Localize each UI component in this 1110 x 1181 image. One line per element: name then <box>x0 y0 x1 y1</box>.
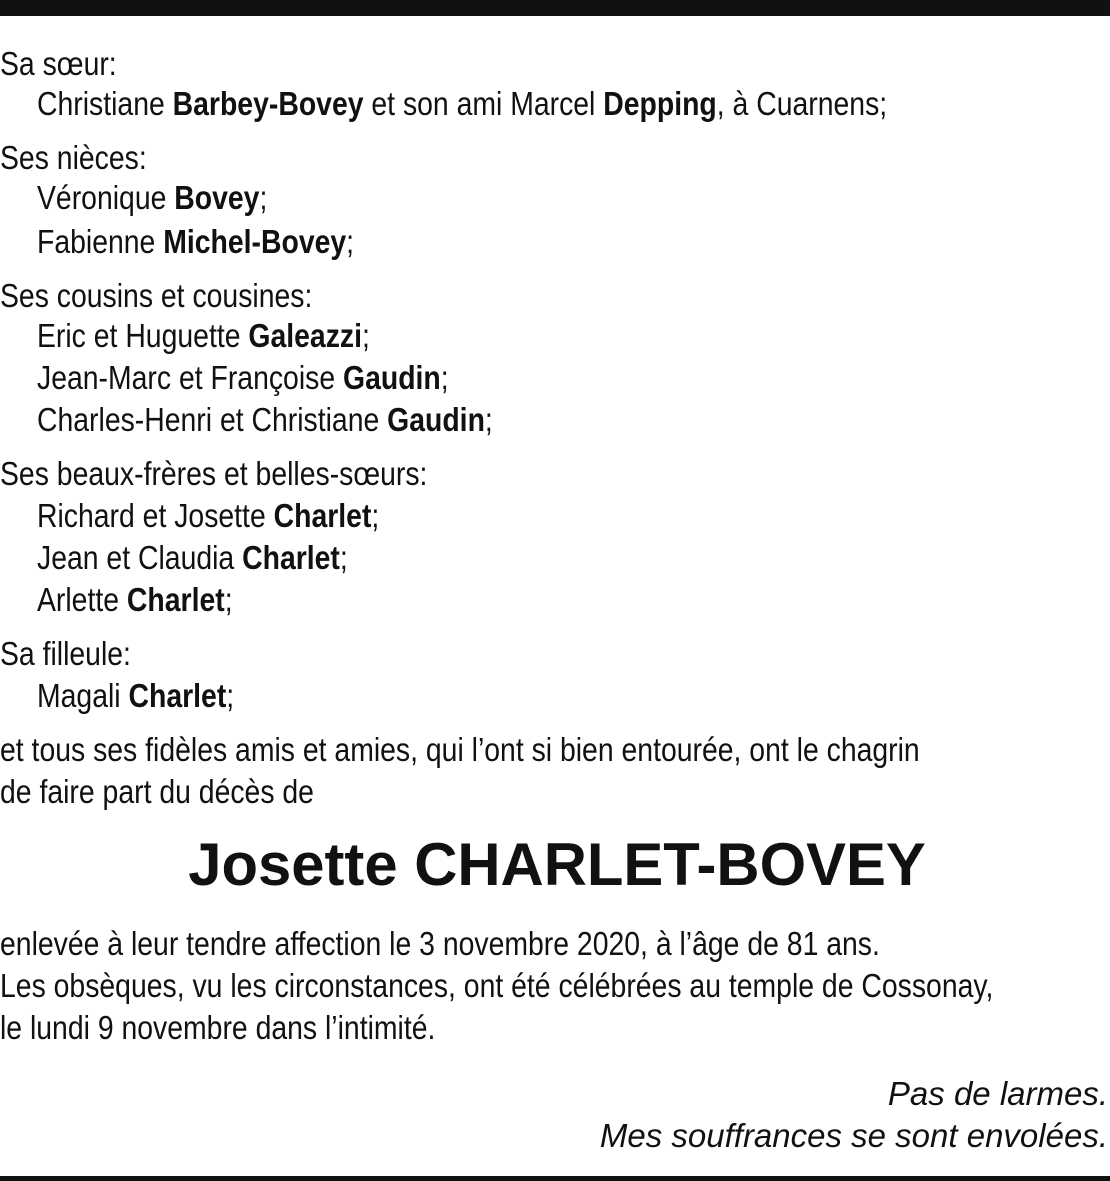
details-line-1: enlevée à leur tendre affection le 3 novembre 2020, à l’âge de 81 ans. <box>0 925 880 962</box>
top-rule <box>0 0 1110 16</box>
entry-niece-2: Fabienne Michel-Bovey; <box>37 223 355 260</box>
deceased-name: Josette CHARLET-BOVEY <box>188 831 926 898</box>
group-label-nieces: Ses nièces: <box>0 139 147 176</box>
group-label-goddaughter: Sa filleule: <box>0 635 131 672</box>
closing-quote-line-2: Mes souffrances se sont envolées. <box>599 1117 1108 1154</box>
entry-cousin-1: Eric et Huguette Galeazzi; <box>37 317 370 354</box>
group-label-sister: Sa sœur: <box>0 45 117 82</box>
group-label-in-laws: Ses beaux-frères et belles-sœurs: <box>0 455 428 492</box>
group-label-cousins: Ses cousins et cousines: <box>0 277 313 314</box>
entry-goddaughter-1: Magali Charlet; <box>37 677 235 714</box>
entry-cousin-2: Jean-Marc et Françoise Gaudin; <box>37 359 449 396</box>
bottom-rule <box>0 1176 1110 1181</box>
intro-line-1: et tous ses fidèles amis et amies, qui l’ont si bien entourée, ont le chagrin <box>0 731 920 768</box>
details-line-2: Les obsèques, vu les circonstances, ont été célébrées au temple de Cossonay, <box>0 967 994 1004</box>
intro-line-2: de faire part du décès de <box>0 773 314 810</box>
entry-cousin-3: Charles-Henri et Christiane Gaudin; <box>37 401 493 438</box>
entry-in-law-3: Arlette Charlet; <box>37 581 233 618</box>
entry-in-law-1: Richard et Josette Charlet; <box>37 497 380 534</box>
entry-in-law-2: Jean et Claudia Charlet; <box>37 539 348 576</box>
entry-sister-1: Christiane Barbey-Bovey et son ami Marcel Depping, à Cuarnens; <box>37 85 888 122</box>
closing-quote-line-1: Pas de larmes. <box>887 1075 1108 1112</box>
entry-niece-1: Véronique Bovey; <box>37 179 268 216</box>
details-line-3: le lundi 9 novembre dans l’intimité. <box>0 1009 436 1046</box>
